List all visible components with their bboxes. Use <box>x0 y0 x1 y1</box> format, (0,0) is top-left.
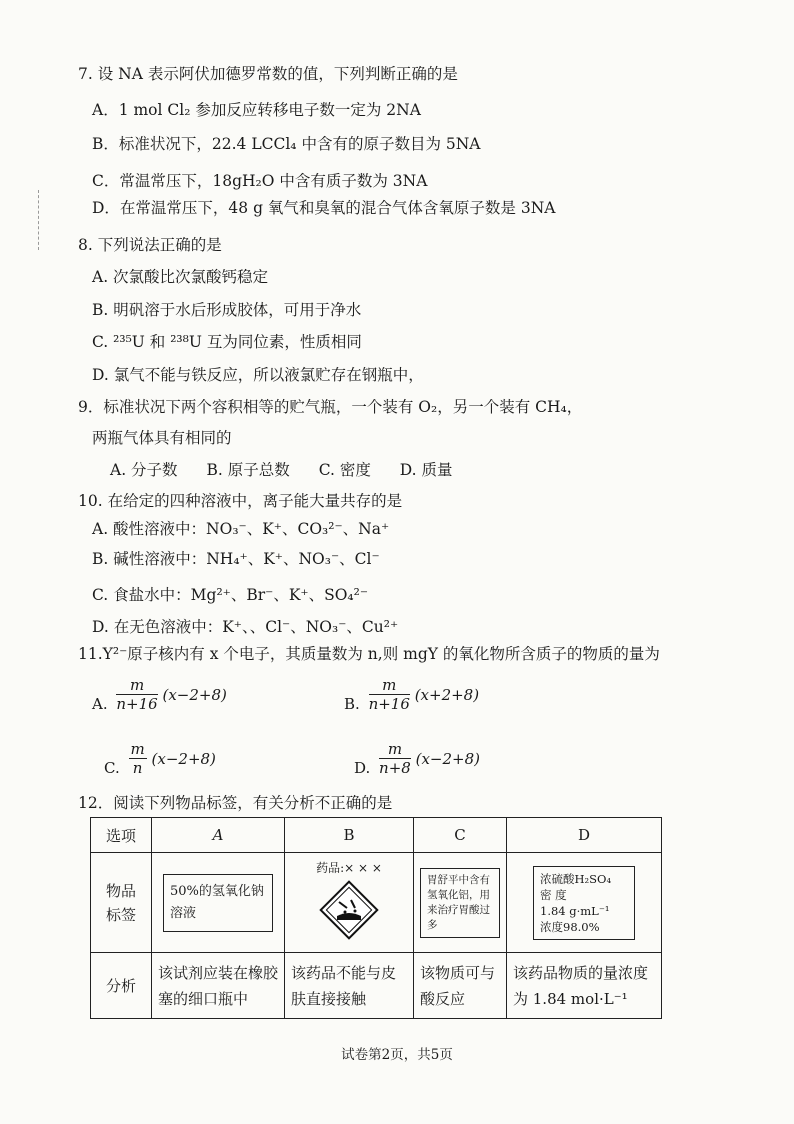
question-10-option-b: B. 碱性溶液中：NH₄⁺、K⁺、NO₃⁻、Cl⁻ <box>92 550 380 568</box>
header-cell: A <box>152 818 285 853</box>
corrosive-hazard-icon <box>317 878 381 942</box>
cell-label-d <box>507 853 662 953</box>
numerator: m <box>116 676 157 695</box>
label-box-c: 胃舒平中含有氢氧化铝，用来治疗胃酸过多 <box>420 868 500 938</box>
question-9-choice-d: D. 质量 <box>399 461 453 479</box>
numerator: m <box>369 676 410 695</box>
table-header-row <box>91 818 662 853</box>
denominator: n <box>132 759 143 777</box>
cell-label-c <box>414 853 507 953</box>
header-cell: 选项 <box>91 818 152 853</box>
analysis-a: 该试剂应装在橡胶塞的细口瓶中 <box>152 953 285 1019</box>
question-7-option-c: C．常温常压下，18gH₂O 中含有质子数为 3NA <box>92 172 428 190</box>
header-cell: C <box>414 818 507 853</box>
option-label: C. <box>104 758 120 777</box>
fraction <box>116 676 157 713</box>
label-d-line: 密 度 <box>540 887 567 902</box>
question-7-stem: 7. 设 NA 表示阿伏加德罗常数的值，下列判断正确的是 <box>78 65 458 83</box>
numerator: m <box>379 740 411 759</box>
question-7-option-b: B．标准状况下，22.4 LCCl₄ 中含有的原子数目为 5NA <box>92 135 481 153</box>
label-d-line: 浓硫酸H₂SO₄ <box>540 871 612 886</box>
option-label: A. <box>92 694 108 713</box>
question-7-option-a: A．1 mol Cl₂ 参加反应转移电子数一定为 2NA <box>92 101 421 119</box>
label-b-title: 药品:× × × <box>316 861 382 875</box>
question-8-stem: 8. 下列说法正确的是 <box>78 236 222 254</box>
question-8-option-d: D. 氯气不能与铁反应，所以液氯贮存在钢瓶中， <box>92 366 424 384</box>
question-9-choices <box>110 458 477 480</box>
denominator: n+8 <box>379 759 411 777</box>
question-9-choice-c: C. 密度 <box>318 461 371 479</box>
label-d-line: 浓度98.0% <box>540 919 600 934</box>
header-cell: B <box>285 818 414 853</box>
expression: (x−2+8) <box>162 685 227 704</box>
header-cell: D <box>507 818 662 853</box>
denominator: n+16 <box>116 695 158 713</box>
expression: (x−2+8) <box>415 749 480 768</box>
question-10-option-c: C. 食盐水中：Mg²⁺、Br⁻、K⁺、SO₄²⁻ <box>92 586 369 604</box>
option-label: D. <box>354 758 371 777</box>
row-label: 物品标签 <box>91 853 152 953</box>
fraction <box>379 740 411 777</box>
fraction <box>369 676 410 713</box>
question-9-stem-line-2: 两瓶气体具有相同的 <box>92 429 232 447</box>
analysis-c: 该物质可与酸反应 <box>414 953 507 1019</box>
option-label: B. <box>344 694 360 713</box>
label-d-line: 1.84 g·mL⁻¹ <box>540 903 610 918</box>
question-11-option-c <box>104 740 216 777</box>
page-footer: 试卷第2页，共5页 <box>341 1047 453 1063</box>
question-10-option-d: D. 在无色溶液中：K⁺、、Cl⁻、NO₃⁻、Cu²⁺ <box>92 618 399 636</box>
expression: (x+2+8) <box>414 685 480 704</box>
margin-dash <box>38 190 41 250</box>
question-11-stem: 11.Y²⁻原子核内有 x 个电子，其质量数为 n,则 mgY 的氧化物所含质子的物质的量为 <box>78 645 660 663</box>
question-8-option-a: A. 次氯酸比次氯酸钙稳定 <box>92 268 269 286</box>
question-11-option-b <box>344 676 479 713</box>
question-8-option-b: B. 明矾溶于水后形成胶体，可用于净水 <box>92 301 362 319</box>
expression: (x−2+8) <box>151 749 216 768</box>
table-row-labels <box>91 853 662 953</box>
analysis-d: 该药品物质的量浓度为 1.84 mol·L⁻¹ <box>507 953 662 1019</box>
question-10-option-a: A. 酸性溶液中：NO₃⁻、K⁺、CO₃²⁻、Na⁺ <box>92 520 390 538</box>
analysis-b: 该药品不能与皮肤直接接触 <box>285 953 414 1019</box>
fraction <box>129 740 147 777</box>
question-9-stem-line-1: 9．标准状况下两个容积相等的贮气瓶，一个装有 O₂，另一个装有 CH₄， <box>78 398 583 416</box>
question-7-option-d: D．在常温常压下，48 g 氧气和臭氧的混合气体含氧原子数是 3NA <box>92 199 556 217</box>
label-box-d <box>533 866 635 940</box>
row-label: 分析 <box>91 953 152 1019</box>
denominator: n+16 <box>368 695 410 713</box>
label-box-a: 50%的氢氧化钠溶液 <box>163 874 273 932</box>
question-11-option-d <box>354 740 480 777</box>
question-12-stem: 12．阅读下列物品标签，有关分析不正确的是 <box>78 794 393 812</box>
question-10-stem: 10. 在给定的四种溶液中，离子能大量共存的是 <box>78 492 403 510</box>
question-8-option-c: C. ²³⁵U 和 ²³⁸U 互为同位素，性质相同 <box>92 333 362 351</box>
table-row-analysis <box>91 953 662 1019</box>
numerator: m <box>130 740 145 758</box>
label-analysis-table <box>90 817 662 1019</box>
question-9-choice-a: A. 分子数 <box>110 461 178 479</box>
question-11-option-a <box>92 676 227 713</box>
cell-label-b <box>285 853 414 953</box>
cell-label-a <box>152 853 285 953</box>
question-9-choice-b: B. 原子总数 <box>206 461 290 479</box>
